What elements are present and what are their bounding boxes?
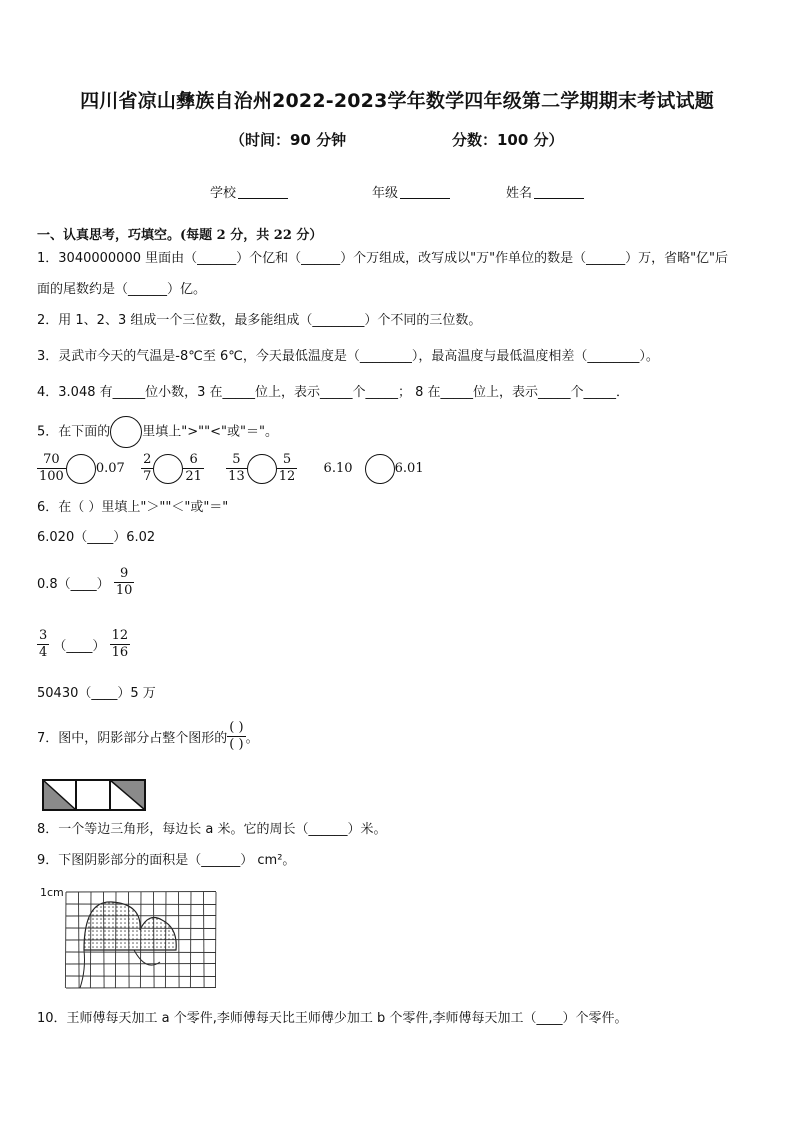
fraction: $\frac{12}{16}$ — [111, 628, 129, 660]
exam-time: （时间：90 分钟 — [230, 131, 347, 149]
q6-item-d: 50430（____）5 万 — [37, 686, 156, 701]
answer-circle[interactable] — [153, 454, 183, 484]
question-3: 3．灵武市今天的气温是-8℃至 6℃，今天最低温度是（________），最高温度与最低温度相差（________）。 — [37, 349, 659, 364]
fraction: $\frac{5}{12}$ — [278, 452, 296, 484]
question-1-line1: 1．3040000000 里面由（______）个亿和（______）个万组成，改写成以"万"作单位的数是（______）万，省略"亿"后 — [37, 251, 729, 266]
grid-line — [66, 940, 216, 941]
question-8: 8．一个等边三角形，每边长 a 米。它的周长（______）米。 — [37, 822, 387, 837]
grid-line — [66, 952, 216, 953]
shaded-region — [84, 902, 176, 950]
grade-field[interactable] — [372, 182, 450, 201]
question-5 — [37, 416, 278, 448]
q7-text: 7．图中，阴影部分占整个图形的 — [37, 731, 228, 746]
name-field[interactable] — [506, 182, 584, 201]
q6-item-a: 6.020（____）6.02 — [37, 530, 156, 545]
grid-line — [66, 964, 216, 965]
grid-line — [204, 892, 205, 988]
q6-item-b — [37, 566, 134, 599]
question-10: 10．王师傅每天加工 a 个零件,李师傅每天比王师傅少加工 b 个零件,李师傅每天加工（____）个零件。 — [37, 1011, 628, 1026]
answer-circle[interactable] — [247, 454, 277, 484]
question-2: 2．用 1、2、3 组成一个三位数，最多能组成（________）个不同的三位数。 — [37, 313, 482, 328]
q5-text-before: 5．在下面的 — [37, 424, 111, 440]
fraction: $\frac{9}{10}$ — [115, 566, 133, 598]
grade-label: 年级 — [372, 186, 399, 201]
q6-item-c — [37, 628, 130, 661]
q5-text-after: 里填上">""<"或"＝"。 — [142, 424, 278, 440]
grid-line — [66, 904, 216, 905]
answer-circle[interactable] — [66, 454, 96, 484]
grid-line — [215, 892, 216, 988]
grid-line — [66, 916, 216, 917]
grid-line — [66, 988, 216, 989]
answer-circle[interactable] — [365, 454, 395, 484]
question-7 — [37, 720, 259, 753]
value: 6.01 — [394, 461, 424, 476]
fraction: $\frac{70}{100}$ — [39, 452, 64, 484]
value: （____） — [53, 639, 106, 654]
value: 6.10 — [323, 461, 353, 476]
fraction: $\frac{6}{21}$ — [185, 452, 202, 484]
page-title: 四川省凉山彝族自治州2022-2023学年数学四年级第二学期期末考试试题 — [80, 90, 714, 112]
name-label: 姓名 — [506, 186, 533, 201]
value: 0.07 — [95, 461, 125, 476]
grid-line — [66, 928, 216, 929]
grid-line — [66, 976, 216, 977]
compare-circle-icon — [110, 416, 142, 448]
q7-shaded-figure — [42, 779, 148, 811]
value: 0.8（____） — [37, 577, 110, 592]
school-field[interactable] — [210, 182, 288, 201]
question-1-line2: 面的尾数约是（______）亿。 — [37, 282, 207, 297]
school-label: 学校 — [210, 186, 237, 201]
question-6: 6．在（ ）里填上"＞""＜"或"＝" — [37, 500, 229, 515]
q5-items — [37, 452, 424, 485]
grid-unit-label: 1cm — [40, 886, 64, 899]
grid-line — [65, 892, 66, 988]
q9-grid-figure — [64, 890, 224, 990]
fraction: $\frac{5}{13}$ — [228, 452, 245, 484]
exam-score: 分数：100 分） — [452, 131, 564, 149]
q7-end: 。 — [245, 731, 259, 746]
fraction: $\frac{3}{4}$ — [39, 628, 48, 660]
grid-line — [66, 892, 216, 893]
answer-fraction[interactable]: $\frac{( )}{( )}$ — [229, 720, 244, 752]
question-4: 4．3.048 有_____位小数，3 在_____位上，表示_____个_____； 8 在_____位上，表示_____个_____． — [37, 385, 630, 400]
question-9: 9．下图阴影部分的面积是（______） cm²。 — [37, 853, 296, 868]
section-heading: 一、认真思考，巧填空。(每题 2 分，共 22 分） — [37, 228, 323, 243]
fraction: $\frac{2}{7}$ — [143, 452, 152, 484]
